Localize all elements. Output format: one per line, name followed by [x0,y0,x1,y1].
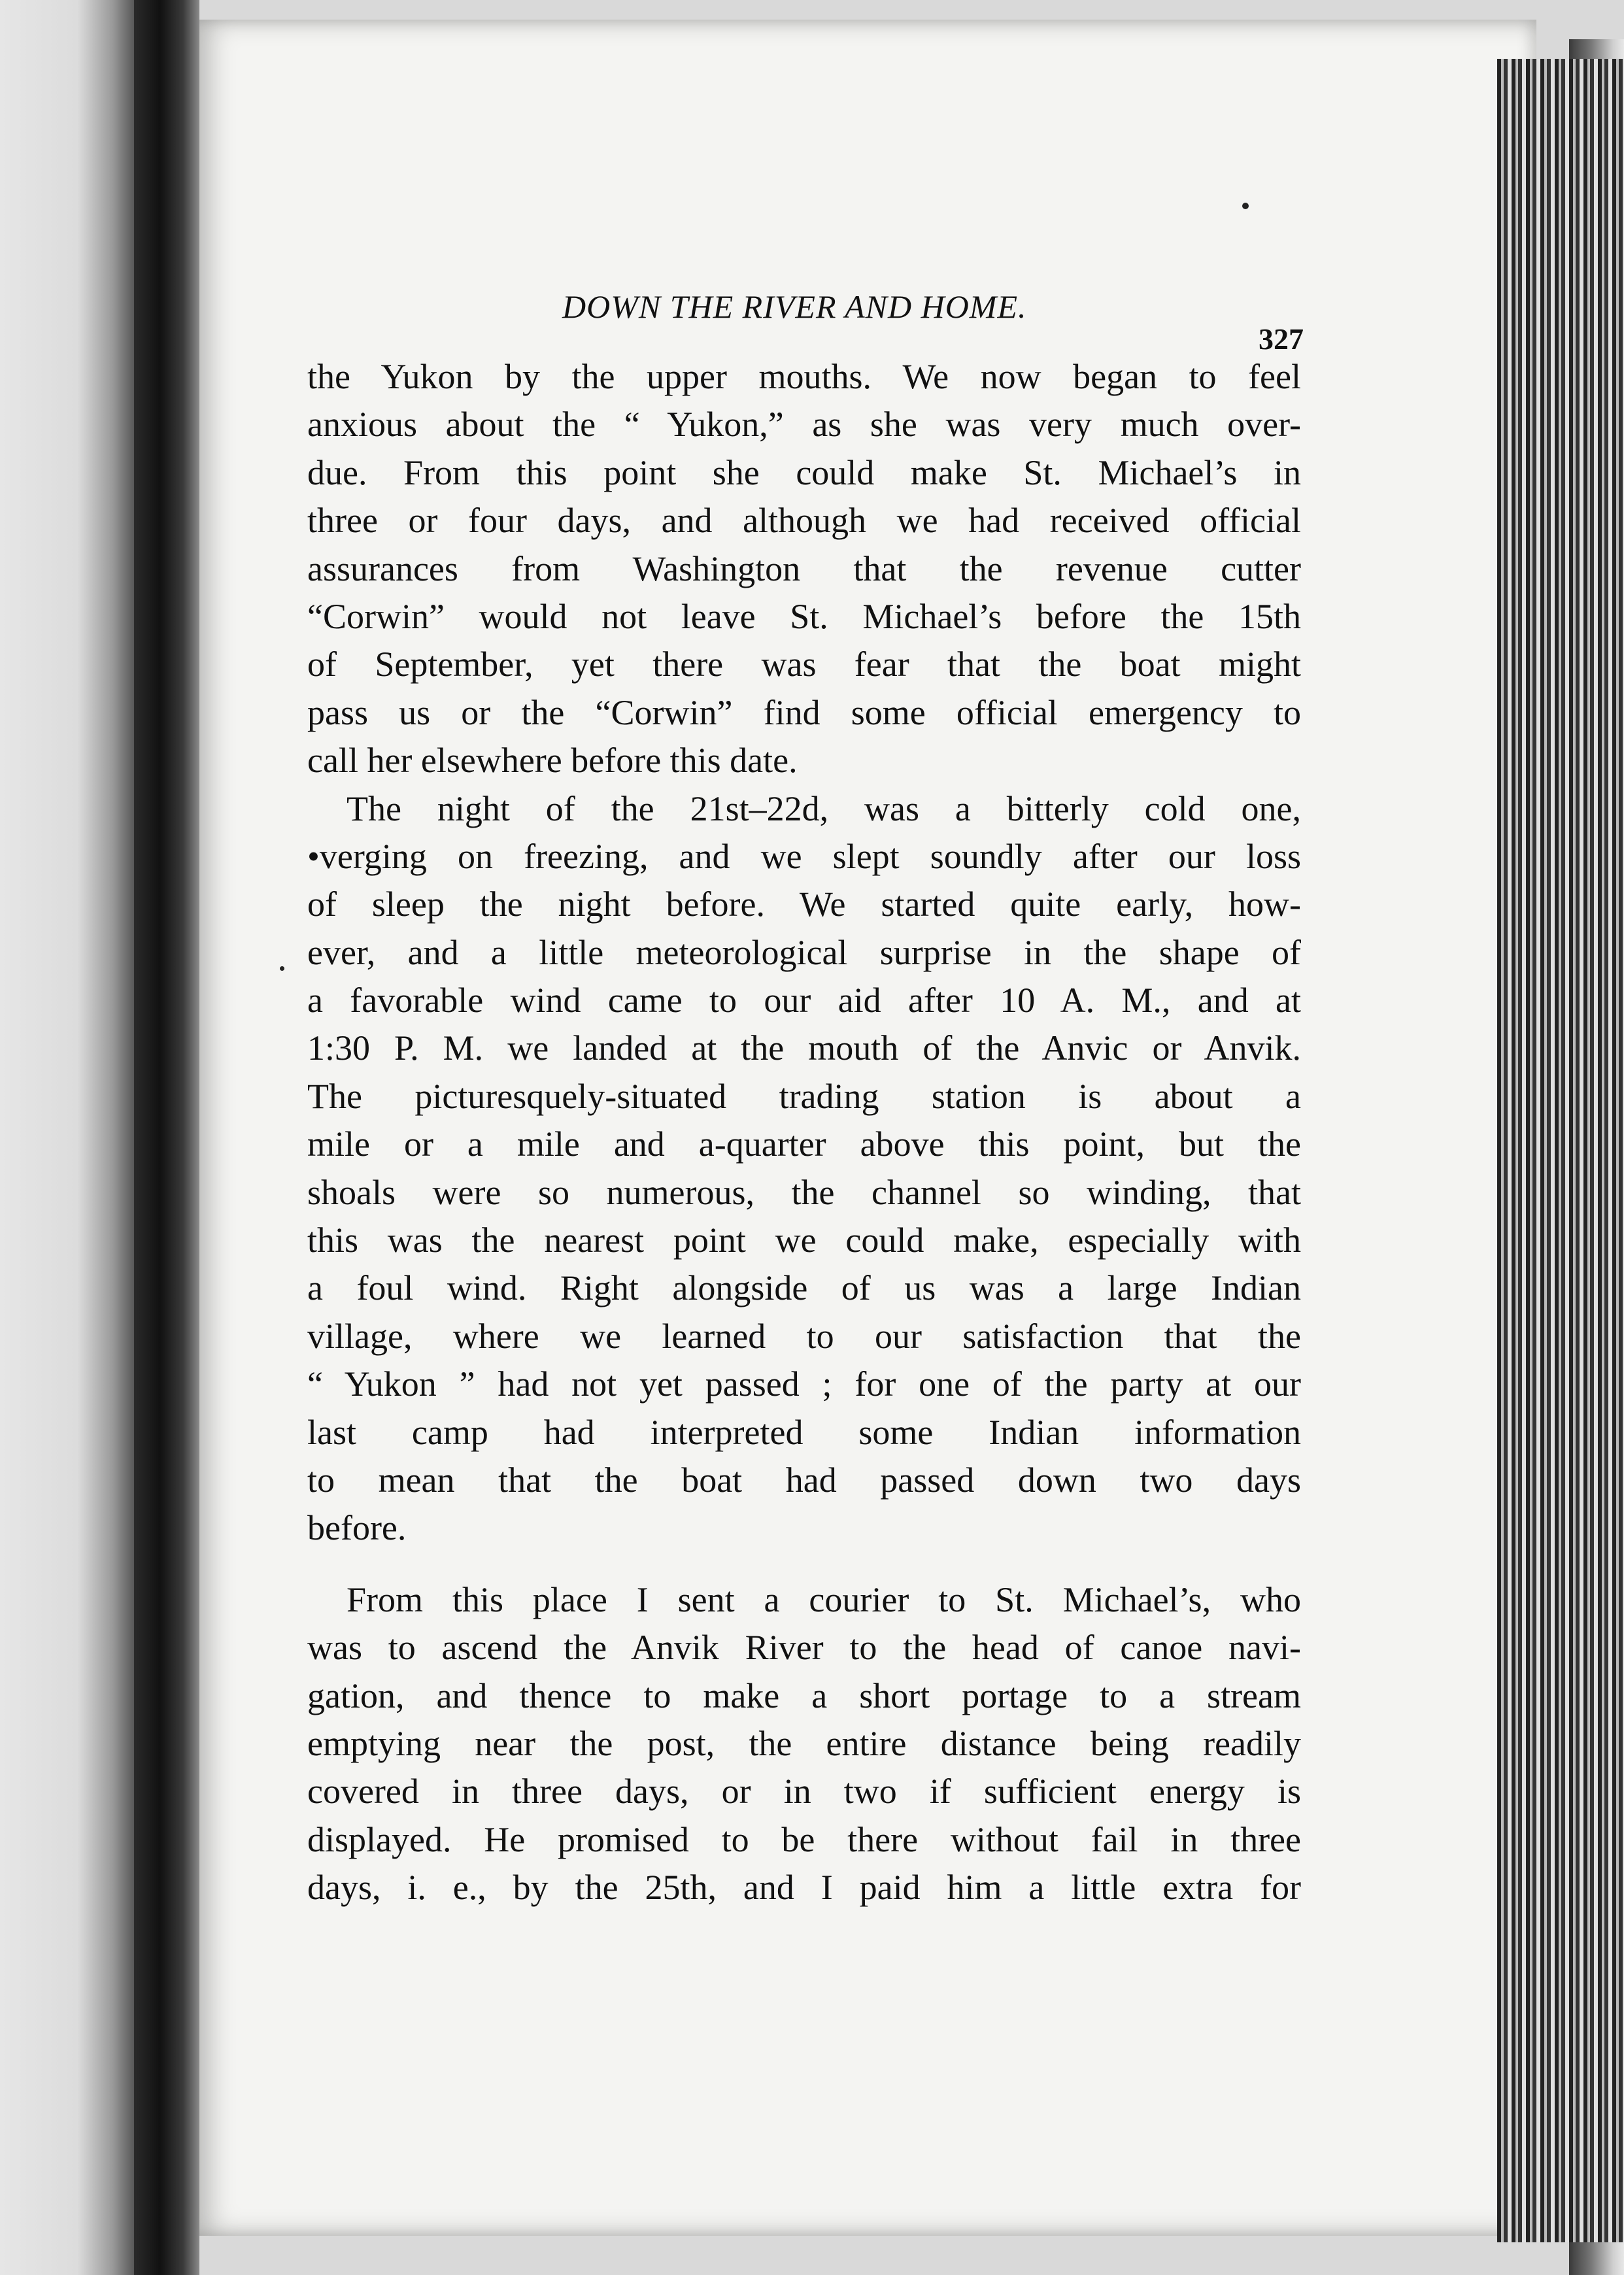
text-line: call her elsewhere before this date. [307,741,798,781]
text-line: displayed. He promised to be there without fail in three [307,1819,1301,1859]
text-line: pass us or the “Corwin” find some official emergency to [307,692,1301,732]
text-line: village, where we learned to our satisfaction that the [307,1316,1301,1356]
text-line: 1:30 P. M. we landed at the mouth of the Anvic or Anvik. [307,1028,1301,1068]
text-line: of sleep the night before. We started quite early, how- [307,885,1301,924]
text-line: emptying near the post, the entire distance being readily [307,1723,1301,1763]
text-line: anxious about the “ Yukon,” as she was very much over- [307,405,1301,445]
text-line: due. From this point she could make St. Michael’s in [307,452,1301,492]
text-line: assurances from Washington that the revenue cutter [307,548,1301,588]
text-line: days, i. e., by the 25th, and I paid him a little extra for [307,1868,1301,1908]
text-line: to mean that the boat had passed down two days [307,1460,1301,1500]
text-line: mile or a mile and a-quarter above this point, but the [307,1124,1301,1164]
text-line: a foul wind. Right alongside of us was a large Indian [307,1268,1301,1308]
ink-speck [1242,203,1249,209]
text-line: “Corwin” would not leave St. Michael’s before the 15th [307,596,1301,636]
text-line: •verging on freezing, and we slept soundly after our loss [307,836,1301,876]
text-line: covered in three days, or in two if sufficient energy is [307,1772,1301,1812]
page-stack-lines [1497,59,1624,2242]
page-number: 327 [1259,322,1304,356]
text-line: before. [307,1508,407,1548]
text-line: this was the nearest point we could make, especially with [307,1221,1301,1260]
text-line: The picturesquely-situated trading station is about a [307,1076,1301,1116]
facing-page-edge [0,0,141,2275]
text-line: a favorable wind came to our aid after 10 A. M., and at [307,981,1301,1020]
ink-speck [280,966,284,971]
text-line: of September, yet there was fear that the boat might [307,645,1301,684]
text-line: the Yukon by the upper mouths. We now began to feel [307,357,1301,396]
text-line: was to ascend the Anvik River to the head of canoe navi- [307,1628,1301,1668]
text-line: shoals were so numerous, the channel so winding, that [307,1172,1301,1212]
running-head: DOWN THE RIVER AND HOME. [562,288,1027,325]
book-gutter [134,0,199,2275]
text-line: “ Yukon ” had not yet passed ; for one of the party at our [307,1364,1301,1404]
paragraph-gap [307,1553,1301,1576]
text-line: ever, and a little meteorological surprise in the shape of [307,932,1301,972]
text-line: last camp had interpreted some Indian information [307,1412,1301,1452]
text-line: three or four days, and although we had received official [307,501,1301,541]
text-line: From this place I sent a courier to St. Michael’s, who [347,1579,1301,1619]
text-line: The night of the 21st–22d, was a bitterly cold one, [347,788,1301,828]
text-line: gation, and thence to make a short portage to a stream [307,1676,1301,1715]
body-text [307,353,1301,1912]
